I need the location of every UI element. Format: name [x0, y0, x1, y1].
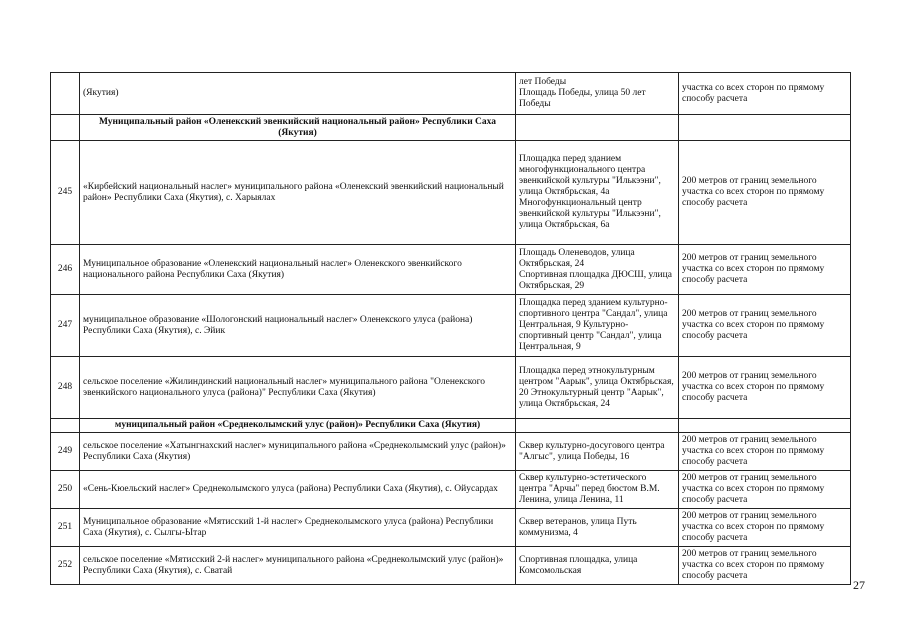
- section-title: Муниципальный район «Оленекский эвенкийский национальный район» Республики Саха (Якутия): [80, 115, 516, 141]
- row-location-cell: Сквер культурно-досугового центра "Алгыс", улица Победы, 16: [516, 433, 679, 471]
- row-distance-cell: 200 метров от границ земельного участка со всех сторон по прямому способу расчета: [679, 245, 851, 295]
- row-location-cell: Сквер культурно-эстетического центра "Арчы" перед бюстом В.М. Ленина, улица Ленина, 11: [516, 471, 679, 509]
- row-location-cell: Площадка перед этнокультурным центром "Аарык", улица Октябрьская, 20 Этнокультурный центр "Аарык", улица Октябрьская, 24: [516, 357, 679, 419]
- section-header-row: [51, 115, 851, 141]
- table-row: [51, 141, 851, 245]
- row-name-cell: (Якутия): [80, 73, 516, 115]
- row-name-cell: муниципальное образование «Шологонский национальный наслег» Оленекского улуса (района) Республики Саха (Якутия), с. Эйик: [80, 295, 516, 357]
- row-name-cell: Муниципальное образование «Мятисский 1-й наслег» Среднеколымского улуса (района) Республики Саха (Якутия), с. Сылгы-Ытар: [80, 509, 516, 547]
- row-location-cell: Сквер ветеранов, улица Путь коммунизма, 4: [516, 509, 679, 547]
- table-row: [51, 433, 851, 471]
- row-location-cell: Площадка перед зданием культурно-спортивного центра "Сандал", улица Центральная, 9 Культурно-спортивный центр "Сандал", улица Центральная, 9: [516, 295, 679, 357]
- row-number-cell: 249: [51, 433, 80, 471]
- row-name-cell: сельское поселение «Хатынгнахский наслег» муниципального района «Среднеколымский улус (район)» Республики Саха (Якутия): [80, 433, 516, 471]
- section-title: муниципальный район «Среднеколымский улус (район)» Республики Саха (Якутия): [80, 419, 516, 433]
- row-number-cell: 250: [51, 471, 80, 509]
- row-number-cell: 251: [51, 509, 80, 547]
- row-number-cell: 245: [51, 141, 80, 245]
- row-location-cell: Площадь Оленеводов, улица Октябрьская, 24 Спортивная площадка ДЮСШ, улица Октябрьская, 29: [516, 245, 679, 295]
- row-distance-cell: 200 метров от границ земельного участка со всех сторон по прямому способу расчета: [679, 433, 851, 471]
- row-name-cell: «Сень-Кюельский наслег» Среднеколымского улуса (района) Республики Саха (Якутия), с. Ойусардах: [80, 471, 516, 509]
- table-row: [51, 245, 851, 295]
- row-number-cell: 247: [51, 295, 80, 357]
- table-row: [51, 357, 851, 419]
- table-row: [51, 509, 851, 547]
- row-distance-cell: 200 метров от границ земельного участка со всех сторон по прямому способу расчета: [679, 295, 851, 357]
- row-name-cell: Муниципальное образование «Оленекский национальный наслег» Оленекского эвенкийского национального района Республики Саха (Якутия): [80, 245, 516, 295]
- row-number-cell: [51, 73, 80, 115]
- row-number-cell: 252: [51, 547, 80, 585]
- row-location-cell: Площадка перед зданием многофункционального центра эвенкийской культуры "Илькээни", улица Октябрьская, 4а Многофункциональный центр эвенкийской культуры "Илькээни", улица Октябрьская, 6а: [516, 141, 679, 245]
- table-row: [51, 73, 851, 115]
- row-name-cell: сельское поселение «Жилиндинский национальный наслег» муниципального района "Оленекского эвенкийского национального улуса (района)" Республики Саха (Якутия): [80, 357, 516, 419]
- locations-table: [50, 72, 851, 585]
- table-row: [51, 471, 851, 509]
- row-distance-cell: 200 метров от границ земельного участка со всех сторон по прямому способу расчета: [679, 509, 851, 547]
- section-header-row: [51, 419, 851, 433]
- row-distance-cell: 200 метров от границ земельного участка со всех сторон по прямому способу расчета: [679, 547, 851, 585]
- row-distance-cell: участка со всех сторон по прямому способу расчета: [679, 73, 851, 115]
- row-distance-cell: 200 метров от границ земельного участка со всех сторон по прямому способу расчета: [679, 471, 851, 509]
- row-location-cell: лет Победы Площадь Победы, улица 50 лет Победы: [516, 73, 679, 115]
- row-location-cell: Спортивная площадка, улица Комсомольская: [516, 547, 679, 585]
- table-row: [51, 295, 851, 357]
- row-distance-cell: 200 метров от границ земельного участка со всех сторон по прямому способу расчета: [679, 141, 851, 245]
- table-row: [51, 547, 851, 585]
- row-distance-cell: 200 метров от границ земельного участка со всех сторон по прямому способу расчета: [679, 357, 851, 419]
- row-name-cell: сельское поселение «Мятисский 2-й наслег» муниципального района «Среднеколымский улус (район)» Республики Саха (Якутия), с. Сватай: [80, 547, 516, 585]
- page-number: 27: [853, 578, 865, 592]
- row-number-cell: 246: [51, 245, 80, 295]
- row-name-cell: «Кирбейский национальный наслег» муниципального района «Оленекский эвенкийский национальный район» Республики Саха (Якутия), с. Харыялах: [80, 141, 516, 245]
- row-number-cell: 248: [51, 357, 80, 419]
